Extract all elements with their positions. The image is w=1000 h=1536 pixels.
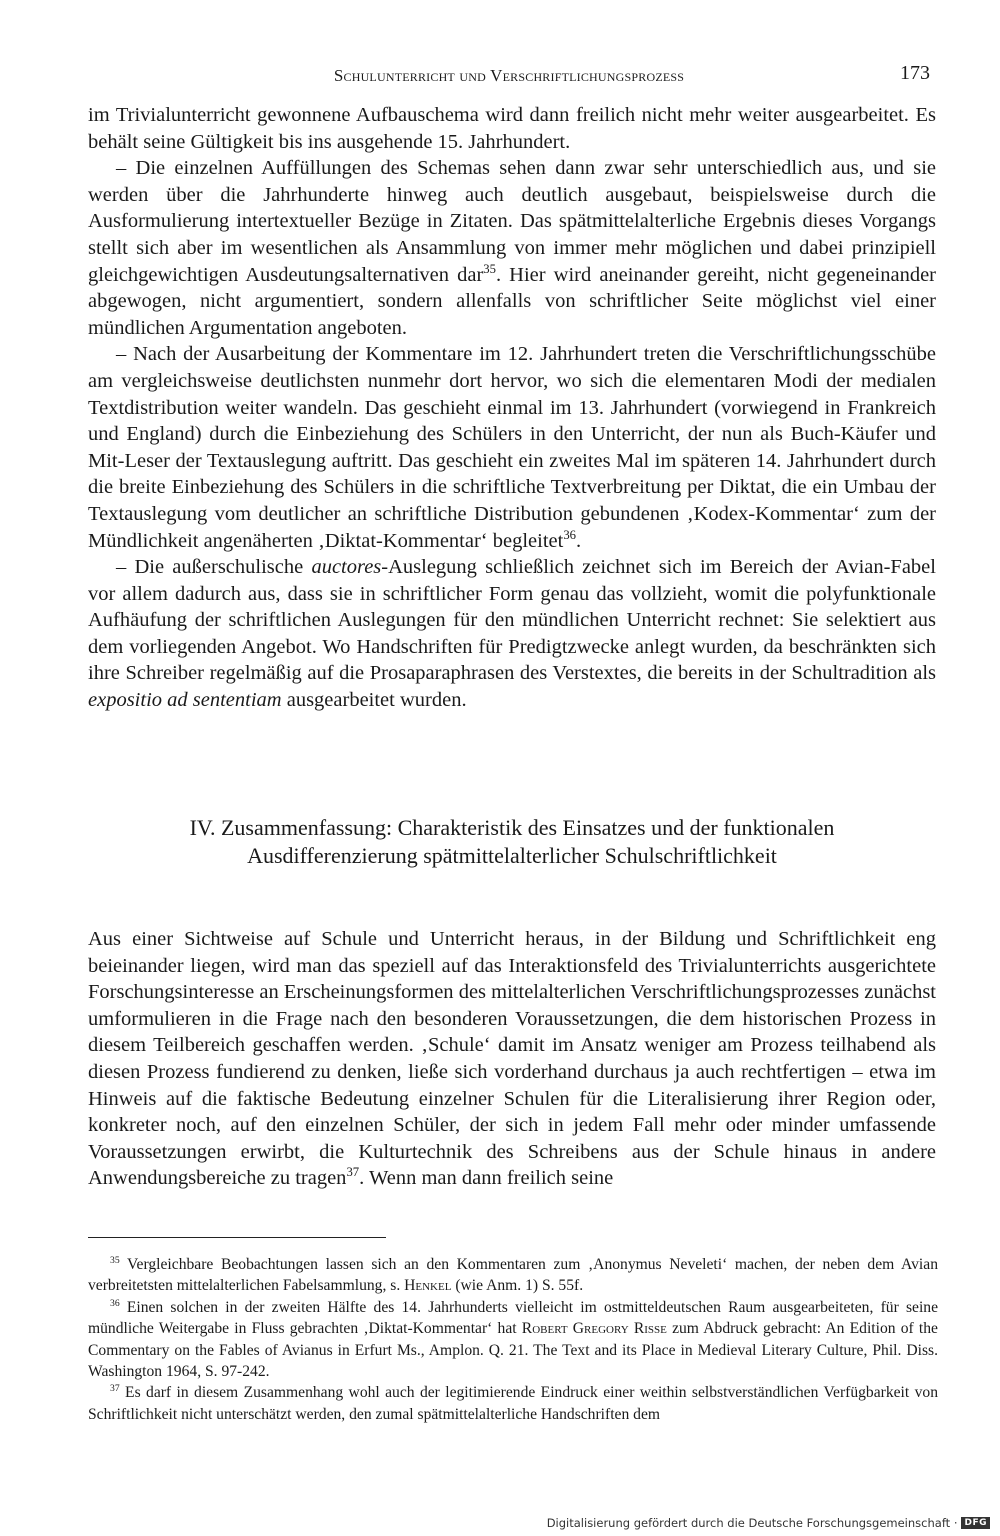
page-number: 173 [900, 62, 930, 84]
text-run: – Nach der Ausarbeitung der Kommentare im 12. Jahrhundert treten die Verschriftlichungsschübe am vergleichsweise deutlichsten nunmehr dort hervor, wo sich die elementaren Modi der medialen Textdistribution weiter wandeln. Das geschieht einmal im 13. Jahrhundert (vorwiegend in Frankreich und England) durch die Einbeziehung des Schülers in den Unterricht, der nun als Buch-Käufer und Mit-Leser der Textauslegung auftritt. Das geschieht ein zweites Mal im späteren 14. Jahrhundert durch die breite Einbeziehung des Schülers in die schriftliche Textverbreitung per Diktat, die ein Umbau der Textauslegung vom deutlicher an schriftliche Distribution gebundenen ‚Kodex-Kommentar‘ zum der Mündlichkeit angenäherten ‚Diktat-Kommentar‘ begleitet [88, 343, 936, 552]
text-run: im Trivialunterricht gewonnene Aufbauschema wird dann freilich nicht mehr weiter ausgearbeitet. Es behält seine Gültigkeit bis ins ausgehende 15. Jahrhundert. [88, 104, 936, 153]
body-text-block-1 [88, 102, 936, 714]
block1-paragraph [88, 554, 936, 714]
italic-term: expositio ad sententiam [88, 689, 282, 712]
text-run: zum Abdruck gebracht: An Edition of the Commentary on the Fables of Avianus in Erfurt Ms., Amplon. Q. 21. The Text and its Place in Medieval Literary Culture, Phil. Diss. Washington 1964, S. 97-242. [88, 1320, 938, 1381]
block1-paragraph [88, 155, 936, 341]
section-heading-line-2: Ausdifferenzierung spätmittelalterlicher Schulschriftlichkeit [247, 843, 777, 868]
credit-text: Digitalisierung gefördert durch die Deutsche Forschungsgemeinschaft · [546, 1516, 958, 1530]
dfg-logo: DFG [961, 1517, 990, 1529]
author-name: Henkel [404, 1277, 452, 1295]
running-head [88, 62, 930, 90]
text-run: Aus einer Sichtweise auf Schule und Unterricht heraus, in der Bildung und Schriftlichkeit eng beieinander liegen, wird man das speziell auf das Interaktionsfeld des Trivialunterrichts ausgerichtete Forschungsinteresse an Erscheinungsformen des mittelalterlichen Verschriftlichungsprozesses zunächst umformulieren in die Frage nach den besonderen Voraussetzungen, die dem historischen Prozess in diesem Teilbereich geschaffen werden. ‚Schule‘ damit im Ansatz weniger am Prozess teilhabend als diesen Prozess fundierend zu denken, ließe sich vorderhand durchaus ja auch rechtfertigen – etwa im Hinweis auf die faktische Bedeutung einzelner Schulen für die Literalisierung ihrer Region oder, konkreter noch, auf den einzelnen Schüler, der sich in jedem Fall mehr oder minder umfassende Voraussetzungen erwirbt, die Kulturtechnik des Schreibens aus der Schule hinaus in andere Anwendungsbereiche zu tragen [88, 928, 936, 1190]
footnotes [88, 1254, 938, 1425]
footnote-marker: 35 [483, 261, 496, 276]
text-run: -Auslegung schließlich zeichnet sich im Bereich der Avian-Fabel vor allem dadurch aus, dass sie in schriftlicher Form genau das vollzieht, womit die polyfunktionale Aufhäufung der schriftlichen Auslegungen für den mündlichen Unterricht rechnet: Sie selektiert aus dem vorliegenden Angebot. Wo Handschriften für Predigtzwecke anlegt wurden, da beschränkten sich ihre Schreiber regelmäßig auf die Prosaparaphrasen des Verstextes, die bereits in der Schultradition als [88, 556, 936, 685]
footnote-marker: 37 [110, 1383, 120, 1395]
text-run: . Wenn man dann freilich seine [359, 1167, 614, 1190]
text-run: – Die einzelnen Auffüllungen des Schemas sehen dann zwar sehr unterschiedlich aus, und sie werden über die Jahrhunderte hinweg auch deutlich ausgebaut, beispielsweise durch die Ausformulierung intertextueller Bezüge in Zitaten. Das spätmittelalterliche Ergebnis dieses Vorgangs stellt sich aber im wesentlichen als Ansammlung von immer mehr möglichen und dabei prinzipiell gleichgewichtigen Ausdeutungsalternativen dar [88, 157, 936, 286]
text-run: Es darf in diesem Zusammenhang wohl auch der legitimierende Eindruck einer weithin selbstverständlichen Verfügbarkeit von Schriftlichkeit nicht unterschätzt werden, den zumal spätmittelalterliche Handschriften dem [88, 1384, 938, 1423]
footnote-marker: 36 [110, 1297, 120, 1309]
footnotes-paragraph [88, 1254, 938, 1297]
section-heading [88, 814, 936, 870]
section-heading-line-1: IV. Zusammenfassung: Charakteristik des Einsatzes und der funktionalen [189, 815, 835, 840]
block1-paragraph [88, 102, 936, 155]
footnote-marker: 37 [346, 1165, 360, 1180]
block1-paragraph [88, 341, 936, 554]
block2-paragraph [88, 926, 936, 1192]
italic-term: auctores [311, 556, 382, 579]
footnote-marker: 35 [110, 1254, 120, 1266]
running-head-title: Schulunterricht und Verschriftlichungsprozess [333, 66, 685, 85]
body-text-block-2 [88, 926, 936, 1192]
footnote-marker: 36 [563, 527, 577, 542]
text-run: – Die außerschulische [116, 556, 312, 579]
text-run: . Hier wird aneinander gereiht, nicht gegeneinander abgewogen, nicht argumentiert, sondern allenfalls von schriftlicher Seite möglichst viel einer mündlichen Argumentation angeboten. [88, 263, 936, 339]
text-run: ausgearbeitet wurden. [281, 689, 467, 712]
text-run: . [576, 529, 582, 552]
text-run: Vergleichbare Beobachtungen lassen sich an den Kommentaren zum ‚Anonymus Neveleti‘ machen, der neben dem Avian verbreitetsten mittelalterlichen Fabelsammlung, s. [88, 1256, 938, 1295]
footnotes-paragraph [88, 1382, 938, 1425]
footnote-rule [88, 1237, 386, 1238]
text-run: Einen solchen in der zweiten Hälfte des 14. Jahrhunderts vielleicht im ostmitteldeutschen Raum ausgearbeiteten, für seine mündliche Weitergabe in Fluss gebrachten ‚Diktat-Kommentar‘ hat [88, 1298, 938, 1338]
footnotes-paragraph [88, 1297, 938, 1383]
text-run: (wie Anm. 1) S. 55f. [451, 1277, 584, 1295]
author-name: Robert Gregory Risse [521, 1320, 667, 1338]
digitization-credit [547, 1516, 990, 1530]
